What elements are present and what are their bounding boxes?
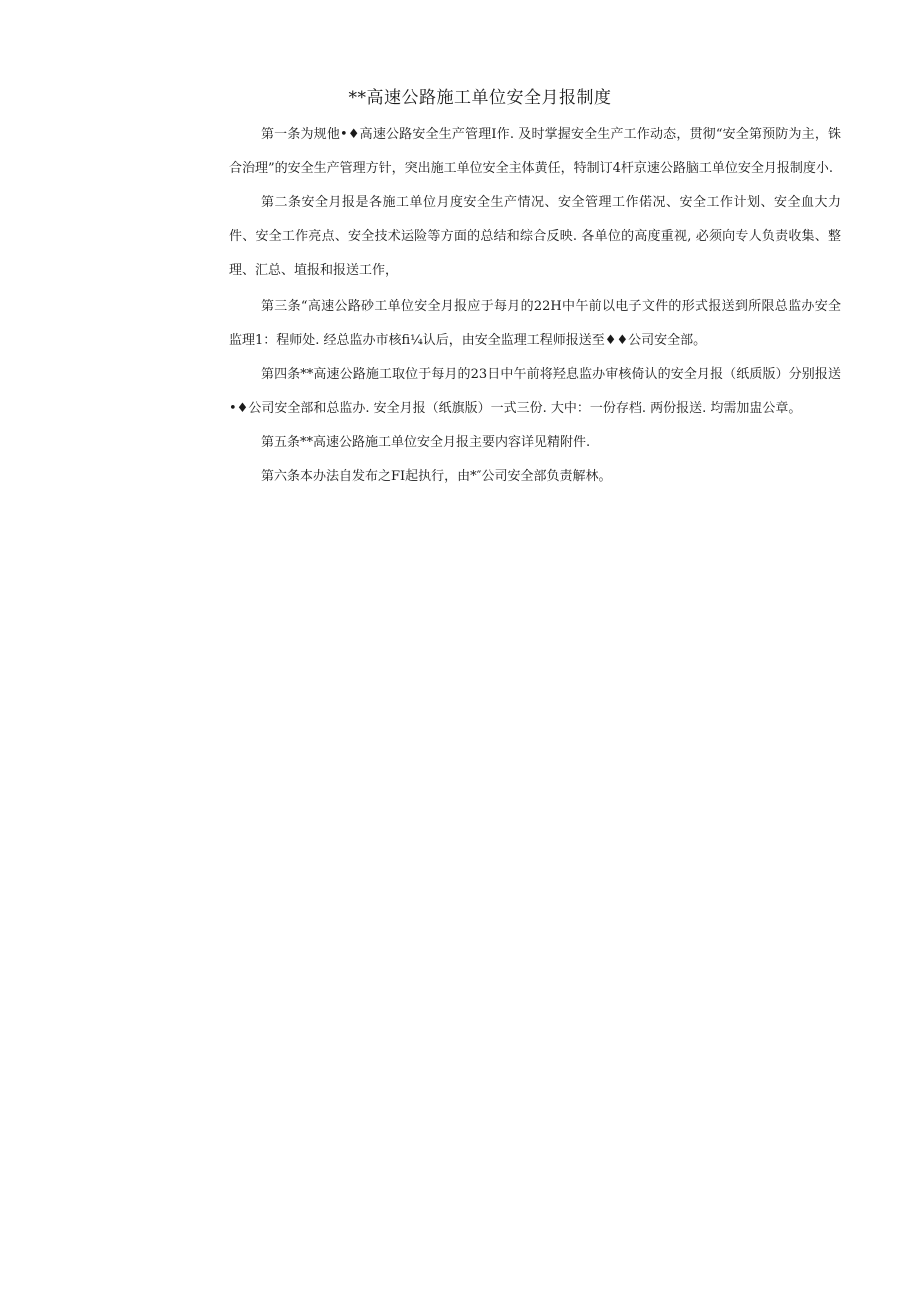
article-3-paragraph: 第三条“高速公路砂工单位安全月报应于每月的22H中午前以电子文件的形式报送到所限总监办安全监理1：程师处. 经总监办市核fi¼认后，由安全监理工程师报送至♦♦公司安全部。 xyxy=(229,299,841,348)
article-6-paragraph: 第六条本办法自发布之FI起执行，由*″公司安全部负责解林。 xyxy=(261,469,612,484)
article-2-paragraph: 第二条安全月报是各施工单位月度安全生产情况、安全管理工作偌况、安全工作计划、安全血大力件、安全工作亮点、安全技术运险等方面的总结和综合反映. 各单位的高度重视, 必须向专人负责收集、整理、汇总、埴报和报送工作， xyxy=(229,195,841,278)
article-5-paragraph: 第五条**高速公路施工单位安全月报主要内容详见精附件. xyxy=(261,435,591,450)
article-1-paragraph: 第一条为规他•♦高速公路安全生产管理I作. 及时掌握安全生产工作动态，贯彻“安全第预防为主，铢合治理”的安全生产管理方针，突出施工单位安全主体黄任，特制订4杆京速公路脑工单位安全月报制度小. xyxy=(229,127,841,176)
document-title: **高速公路施工单位安全月报制度 xyxy=(348,88,612,108)
article-4-paragraph: 第四条**高速公路施工取位于每月的23日中午前将羟息监办审核倚认的安全月报（纸质版）分别报送•♦公司安全部和总监办. 安全月报（纸旗版）一式三份. 大中：一份存档. 两份报送. 均需加盅公章。 xyxy=(229,367,841,416)
document-body xyxy=(229,118,841,494)
